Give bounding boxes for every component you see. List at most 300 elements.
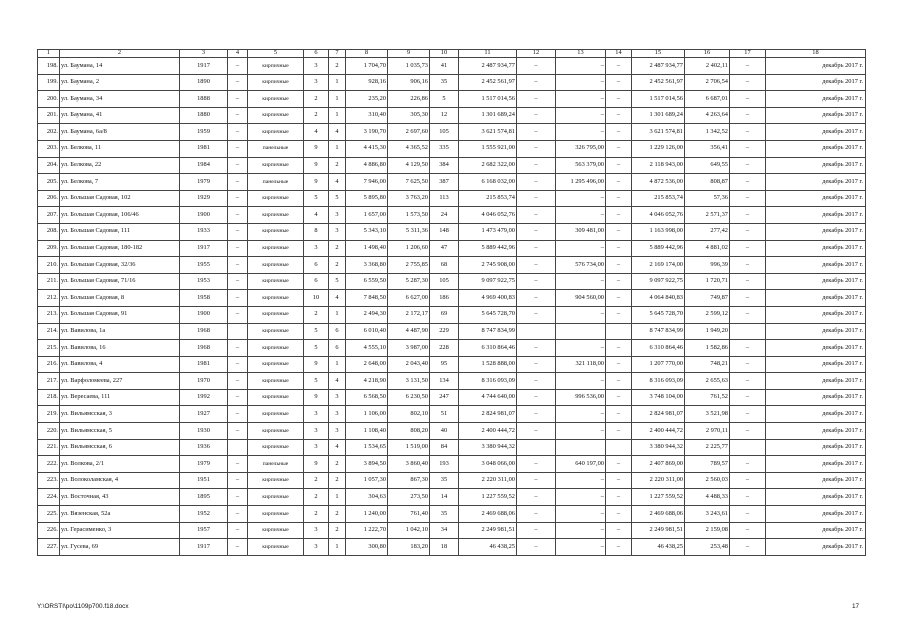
cell-wall-material: кирпичные: [248, 472, 304, 489]
cell-col-14: –: [606, 489, 632, 506]
table-row: [38, 323, 866, 340]
cell-owner-funds: 2 824 981,07: [632, 406, 685, 423]
cell-row-number: 210.: [38, 257, 60, 274]
cell-wall-material: кирпичные: [248, 489, 304, 506]
cell-entrances: 4: [329, 174, 346, 191]
cell-col-14: –: [606, 423, 632, 440]
cell-owner-funds: 5 645 728,70: [632, 306, 685, 323]
cell-col-4: –: [228, 157, 248, 174]
cell-floors: 2: [304, 472, 329, 489]
cell-wall-material: кирпичные: [248, 91, 304, 108]
cell-living-area: 4 487,90: [388, 323, 430, 340]
cell-year-built: 1952: [180, 506, 228, 523]
cell-living-area: 802,10: [388, 406, 430, 423]
cell-living-area: 1 573,50: [388, 207, 430, 224]
cell-completion-date: декабрь 2017 г.: [766, 240, 866, 257]
cell-owner-funds: 2 400 444,72: [632, 423, 685, 440]
cell-total-area: 4 555,10: [346, 340, 388, 357]
cell-col-14: –: [606, 539, 632, 556]
cell-year-built: 1984: [180, 157, 228, 174]
cell-wall-material: кирпичные: [248, 506, 304, 523]
cell-address: ул. Баумана, 34: [60, 91, 180, 108]
cell-col-14: –: [606, 124, 632, 141]
cell-wall-material: кирпичные: [248, 74, 304, 91]
cell-col-13: 996 536,00: [556, 389, 606, 406]
cell-total-area: 6 559,50: [346, 273, 388, 290]
cell-residents: 84: [430, 439, 459, 456]
cell-row-number: 219.: [38, 406, 60, 423]
cell-owner-funds: 8 747 834,99: [632, 323, 685, 340]
cell-total-cost: 5 889 442,96: [459, 240, 517, 257]
cell-year-built: 1888: [180, 91, 228, 108]
cell-col-12: –: [517, 456, 556, 473]
cell-living-area: 4 129,50: [388, 157, 430, 174]
cell-col-14: –: [606, 306, 632, 323]
cell-col-17: [730, 439, 766, 456]
cell-cost-per-sqm: 2 225,77: [685, 439, 730, 456]
cell-col-4: –: [228, 406, 248, 423]
cell-col-14: –: [606, 240, 632, 257]
cell-floors: 9: [304, 389, 329, 406]
column-number-row: [38, 50, 866, 58]
cell-total-area: 1 108,40: [346, 423, 388, 440]
cell-total-area: 235,20: [346, 91, 388, 108]
table-row: [38, 522, 866, 539]
cell-total-cost: 1 528 888,00: [459, 356, 517, 373]
cell-col-14: –: [606, 190, 632, 207]
cell-col-17: –: [730, 223, 766, 240]
cell-col-13: –: [556, 190, 606, 207]
cell-cost-per-sqm: 2 655,63: [685, 373, 730, 390]
cell-total-area: 7 946,00: [346, 174, 388, 191]
cell-total-cost: 215 853,74: [459, 190, 517, 207]
cell-year-built: 1958: [180, 290, 228, 307]
cell-cost-per-sqm: 3 243,61: [685, 506, 730, 523]
cell-col-12: –: [517, 190, 556, 207]
cell-address: ул. Вязенская, 52а: [60, 506, 180, 523]
cell-col-17: –: [730, 373, 766, 390]
cell-cost-per-sqm: 749,87: [685, 290, 730, 307]
cell-row-number: 215.: [38, 340, 60, 357]
cell-year-built: 1936: [180, 439, 228, 456]
cell-row-number: 206.: [38, 190, 60, 207]
cell-residents: 47: [430, 240, 459, 257]
cell-total-cost: 2 469 688,06: [459, 506, 517, 523]
cell-year-built: 1900: [180, 207, 228, 224]
cell-address: ул. Вавилова, 16: [60, 340, 180, 357]
cell-total-area: 6 568,50: [346, 389, 388, 406]
column-number-3: 3: [180, 50, 228, 58]
cell-cost-per-sqm: 3 521,98: [685, 406, 730, 423]
cell-row-number: 211.: [38, 273, 60, 290]
cell-row-number: 213.: [38, 306, 60, 323]
cell-col-17: –: [730, 340, 766, 357]
cell-row-number: 212.: [38, 290, 60, 307]
cell-owner-funds: 1 227 559,52: [632, 489, 685, 506]
cell-wall-material: кирпичные: [248, 373, 304, 390]
table-row: [38, 74, 866, 91]
cell-address: ул. Варфоломеева, 227: [60, 373, 180, 390]
cell-total-area: 5 343,10: [346, 223, 388, 240]
cell-completion-date: декабрь 2017 г.: [766, 373, 866, 390]
cell-completion-date: декабрь 2017 г.: [766, 389, 866, 406]
cell-col-4: –: [228, 273, 248, 290]
cell-cost-per-sqm: 4 488,33: [685, 489, 730, 506]
cell-owner-funds: 1 301 689,24: [632, 107, 685, 124]
cell-col-12: –: [517, 539, 556, 556]
cell-total-cost: 4 046 052,76: [459, 207, 517, 224]
cell-residents: 228: [430, 340, 459, 357]
cell-living-area: 1 206,60: [388, 240, 430, 257]
cell-year-built: 1992: [180, 389, 228, 406]
cell-entrances: 4: [329, 124, 346, 141]
cell-entrances: 1: [329, 489, 346, 506]
cell-col-17: –: [730, 140, 766, 157]
cell-col-13: –: [556, 340, 606, 357]
cell-col-17: –: [730, 257, 766, 274]
cell-floors: 6: [304, 257, 329, 274]
table-row: [38, 306, 866, 323]
cell-total-cost: 1 227 559,52: [459, 489, 517, 506]
cell-col-4: –: [228, 522, 248, 539]
cell-entrances: 1: [329, 91, 346, 108]
cell-cost-per-sqm: 4 263,64: [685, 107, 730, 124]
cell-col-12: –: [517, 306, 556, 323]
cell-address: ул. Белкова, 7: [60, 174, 180, 191]
cell-col-13: [556, 323, 606, 340]
table-row: [38, 257, 866, 274]
cell-address: ул. Баумана, 6а/8: [60, 124, 180, 141]
cell-col-12: –: [517, 240, 556, 257]
cell-completion-date: декабрь 2017 г.: [766, 323, 866, 340]
cell-floors: 3: [304, 539, 329, 556]
cell-col-4: [228, 439, 248, 456]
cell-floors: 2: [304, 107, 329, 124]
cell-completion-date: декабрь 2017 г.: [766, 472, 866, 489]
cell-col-13: –: [556, 472, 606, 489]
column-number-16: 16: [685, 50, 730, 58]
cell-col-4: –: [228, 257, 248, 274]
cell-total-area: 3 894,50: [346, 456, 388, 473]
cell-total-area: 1 534,65: [346, 439, 388, 456]
cell-col-13: –: [556, 406, 606, 423]
cell-col-17: –: [730, 389, 766, 406]
cell-entrances: 2: [329, 522, 346, 539]
cell-col-12: –: [517, 257, 556, 274]
table-row: [38, 58, 866, 75]
cell-entrances: 3: [329, 406, 346, 423]
cell-living-area: 4 365,52: [388, 140, 430, 157]
cell-entrances: 2: [329, 456, 346, 473]
cell-year-built: 1979: [180, 456, 228, 473]
cell-col-13: 576 734,00: [556, 257, 606, 274]
cell-total-cost: 1 301 689,24: [459, 107, 517, 124]
cell-col-14: –: [606, 389, 632, 406]
cell-completion-date: декабрь 2017 г.: [766, 340, 866, 357]
cell-col-12: –: [517, 124, 556, 141]
cell-col-4: –: [228, 506, 248, 523]
cell-entrances: 4: [329, 290, 346, 307]
cell-col-13: –: [556, 74, 606, 91]
cell-residents: 68: [430, 257, 459, 274]
cell-col-4: –: [228, 140, 248, 157]
cell-col-17: –: [730, 240, 766, 257]
cell-col-17: –: [730, 539, 766, 556]
cell-total-cost: 2 400 444,72: [459, 423, 517, 440]
cell-cost-per-sqm: 2 970,11: [685, 423, 730, 440]
cell-residents: 186: [430, 290, 459, 307]
cell-residents: 69: [430, 306, 459, 323]
cell-address: ул. Герасименко, 3: [60, 522, 180, 539]
cell-year-built: 1917: [180, 240, 228, 257]
cell-owner-funds: 1 229 126,00: [632, 140, 685, 157]
cell-total-area: 2 648,00: [346, 356, 388, 373]
cell-col-14: –: [606, 406, 632, 423]
cell-owner-funds: 1 207 770,00: [632, 356, 685, 373]
cell-wall-material: кирпичные: [248, 356, 304, 373]
table-row: [38, 389, 866, 406]
cell-living-area: 6 627,00: [388, 290, 430, 307]
cell-wall-material: кирпичные: [248, 323, 304, 340]
cell-col-14: –: [606, 522, 632, 539]
cell-residents: 335: [430, 140, 459, 157]
cell-living-area: 808,20: [388, 423, 430, 440]
cell-living-area: 5 311,36: [388, 223, 430, 240]
cell-owner-funds: 3 380 944,32: [632, 439, 685, 456]
column-number-17: 17: [730, 50, 766, 58]
cell-completion-date: декабрь 2017 г.: [766, 506, 866, 523]
cell-owner-funds: 4 046 052,76: [632, 207, 685, 224]
cell-residents: 5: [430, 91, 459, 108]
cell-col-13: –: [556, 273, 606, 290]
cell-row-number: 217.: [38, 373, 60, 390]
cell-address: ул. Вавилова, 4: [60, 356, 180, 373]
cell-total-cost: 2 682 322,00: [459, 157, 517, 174]
cell-wall-material: кирпичные: [248, 223, 304, 240]
table-row: [38, 472, 866, 489]
cell-entrances: 6: [329, 340, 346, 357]
cell-col-13: –: [556, 522, 606, 539]
column-number-5: 5: [248, 50, 304, 58]
cell-year-built: 1890: [180, 74, 228, 91]
cell-col-13: –: [556, 58, 606, 75]
cell-residents: 105: [430, 273, 459, 290]
cell-address: ул. Баумана, 41: [60, 107, 180, 124]
cell-completion-date: декабрь 2017 г.: [766, 273, 866, 290]
register-table: [37, 49, 866, 556]
cell-total-cost: 1 473 479,00: [459, 223, 517, 240]
cell-completion-date: декабрь 2017 г.: [766, 157, 866, 174]
cell-floors: 10: [304, 290, 329, 307]
cell-wall-material: панельные: [248, 140, 304, 157]
cell-completion-date: декабрь 2017 г.: [766, 489, 866, 506]
cell-living-area: 3 763,20: [388, 190, 430, 207]
cell-col-13: [556, 439, 606, 456]
cell-entrances: 5: [329, 273, 346, 290]
cell-entrances: 1: [329, 539, 346, 556]
cell-year-built: 1979: [180, 174, 228, 191]
cell-owner-funds: 215 853,74: [632, 190, 685, 207]
cell-completion-date: декабрь 2017 г.: [766, 74, 866, 91]
column-number-11: 11: [459, 50, 517, 58]
table-row: [38, 190, 866, 207]
cell-total-area: 304,63: [346, 489, 388, 506]
cell-col-14: [606, 323, 632, 340]
table-row: [38, 539, 866, 556]
cell-col-12: –: [517, 522, 556, 539]
cell-year-built: 1955: [180, 257, 228, 274]
cell-address: ул. Баумана, 14: [60, 58, 180, 75]
cell-living-area: 2 697,60: [388, 124, 430, 141]
cell-entrances: 3: [329, 389, 346, 406]
cell-col-12: –: [517, 506, 556, 523]
table-row: [38, 290, 866, 307]
cell-entrances: 2: [329, 157, 346, 174]
table-row: [38, 240, 866, 257]
cell-col-14: –: [606, 174, 632, 191]
cell-row-number: 226.: [38, 522, 60, 539]
cell-residents: 12: [430, 107, 459, 124]
cell-col-17: –: [730, 290, 766, 307]
cell-col-17: –: [730, 124, 766, 141]
cell-col-12: –: [517, 58, 556, 75]
cell-total-cost: 1 517 014,56: [459, 91, 517, 108]
cell-col-12: –: [517, 223, 556, 240]
cell-col-12: –: [517, 157, 556, 174]
cell-col-17: –: [730, 207, 766, 224]
cell-floors: 9: [304, 356, 329, 373]
cell-col-14: –: [606, 207, 632, 224]
cell-address: ул. Вильямсская, 3: [60, 406, 180, 423]
cell-col-17: –: [730, 306, 766, 323]
cell-cost-per-sqm: 2 560,03: [685, 472, 730, 489]
cell-year-built: 1959: [180, 124, 228, 141]
cell-col-17: –: [730, 406, 766, 423]
cell-wall-material: кирпичные: [248, 522, 304, 539]
cell-residents: 247: [430, 389, 459, 406]
column-number-8: 8: [346, 50, 388, 58]
cell-year-built: 1970: [180, 373, 228, 390]
cell-col-14: –: [606, 140, 632, 157]
cell-residents: 14: [430, 489, 459, 506]
cell-year-built: 1895: [180, 489, 228, 506]
cell-col-4: –: [228, 472, 248, 489]
cell-total-area: 2 494,30: [346, 306, 388, 323]
cell-wall-material: кирпичные: [248, 107, 304, 124]
column-number-18: 18: [766, 50, 866, 58]
cell-living-area: 3 987,00: [388, 340, 430, 357]
cell-completion-date: декабрь 2017 г.: [766, 107, 866, 124]
cell-completion-date: декабрь 2017 г.: [766, 539, 866, 556]
cell-col-17: –: [730, 356, 766, 373]
table-row: [38, 406, 866, 423]
cell-col-17: [730, 323, 766, 340]
column-number-6: 6: [304, 50, 329, 58]
cell-col-17: –: [730, 91, 766, 108]
cell-row-number: 223.: [38, 472, 60, 489]
cell-row-number: 224.: [38, 489, 60, 506]
cell-floors: 3: [304, 58, 329, 75]
cell-col-13: 563 379,00: [556, 157, 606, 174]
cell-col-12: –: [517, 489, 556, 506]
cell-col-4: –: [228, 373, 248, 390]
cell-col-13: 904 560,00: [556, 290, 606, 307]
cell-col-12: [517, 323, 556, 340]
cell-row-number: 201.: [38, 107, 60, 124]
cell-col-4: –: [228, 389, 248, 406]
cell-cost-per-sqm: 2 159,08: [685, 522, 730, 539]
cell-col-4: –: [228, 223, 248, 240]
cell-floors: 9: [304, 157, 329, 174]
cell-entrances: 4: [329, 373, 346, 390]
cell-address: ул. Большая Садовая, 180-182: [60, 240, 180, 257]
cell-living-area: 867,30: [388, 472, 430, 489]
cell-row-number: 209.: [38, 240, 60, 257]
cell-wall-material: кирпичные: [248, 423, 304, 440]
cell-cost-per-sqm: 57,36: [685, 190, 730, 207]
cell-floors: 3: [304, 74, 329, 91]
cell-total-cost: 3 048 066,00: [459, 456, 517, 473]
cell-col-13: 309 481,00: [556, 223, 606, 240]
cell-col-14: –: [606, 273, 632, 290]
cell-total-area: 5 895,80: [346, 190, 388, 207]
cell-completion-date: декабрь 2017 г.: [766, 58, 866, 75]
cell-entrances: 6: [329, 323, 346, 340]
cell-col-12: [517, 439, 556, 456]
cell-year-built: 1951: [180, 472, 228, 489]
cell-col-12: –: [517, 472, 556, 489]
cell-col-12: –: [517, 423, 556, 440]
cell-col-17: –: [730, 190, 766, 207]
cell-col-12: –: [517, 91, 556, 108]
cell-entrances: 2: [329, 58, 346, 75]
cell-year-built: 1930: [180, 423, 228, 440]
cell-wall-material: кирпичные: [248, 539, 304, 556]
page-number: 17: [852, 603, 860, 610]
cell-row-number: 227.: [38, 539, 60, 556]
cell-total-area: 1 657,00: [346, 207, 388, 224]
cell-total-area: 3 368,80: [346, 257, 388, 274]
cell-cost-per-sqm: 1 949,20: [685, 323, 730, 340]
cell-col-4: –: [228, 91, 248, 108]
cell-cost-per-sqm: 649,55: [685, 157, 730, 174]
cell-floors: 3: [304, 240, 329, 257]
cell-cost-per-sqm: 1 582,86: [685, 340, 730, 357]
cell-col-17: –: [730, 506, 766, 523]
cell-completion-date: декабрь 2017 г.: [766, 423, 866, 440]
cell-col-14: –: [606, 340, 632, 357]
cell-col-12: –: [517, 340, 556, 357]
cell-col-17: –: [730, 472, 766, 489]
table-row: [38, 107, 866, 124]
cell-cost-per-sqm: 2 706,54: [685, 74, 730, 91]
cell-residents: 95: [430, 356, 459, 373]
cell-row-number: 216.: [38, 356, 60, 373]
cell-entrances: 3: [329, 223, 346, 240]
cell-col-4: –: [228, 107, 248, 124]
cell-col-17: –: [730, 522, 766, 539]
cell-owner-funds: 2 118 943,00: [632, 157, 685, 174]
table-row: [38, 489, 866, 506]
table-row: [38, 124, 866, 141]
cell-living-area: 7 625,50: [388, 174, 430, 191]
cell-owner-funds: 3 748 104,00: [632, 389, 685, 406]
cell-row-number: 204.: [38, 157, 60, 174]
cell-floors: 2: [304, 506, 329, 523]
cell-cost-per-sqm: 808,87: [685, 174, 730, 191]
column-number-15: 15: [632, 50, 685, 58]
cell-wall-material: кирпичные: [248, 190, 304, 207]
